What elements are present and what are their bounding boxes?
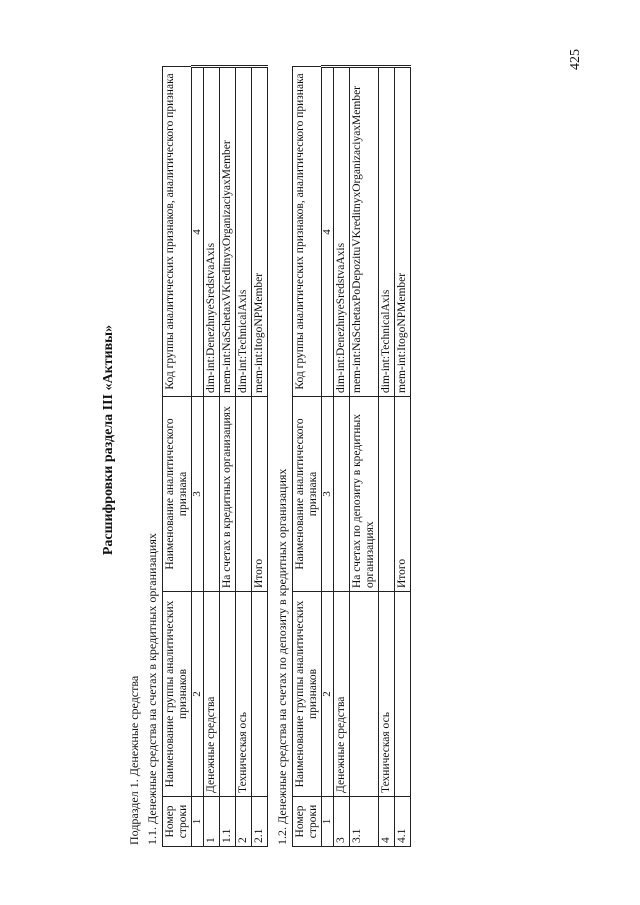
code-cell: dim-int:DenezhnyeSredstvaAxis <box>334 67 350 397</box>
page-number: 425 <box>568 49 583 70</box>
table1-caption: 1.1. Денежные средства на счетах в кредитных организациях <box>145 533 159 845</box>
table1-header-cell: Наименование группы аналитических признаков <box>163 592 192 797</box>
feature-name-cell <box>379 397 395 592</box>
row-number: 1 <box>204 797 220 847</box>
column-number: 2 <box>322 592 334 797</box>
table-row <box>204 67 220 847</box>
subsection-heading: Подраздел 1. Денежные средства <box>127 675 141 845</box>
feature-name-cell: На счетах в кредитных организациях <box>220 397 236 592</box>
table2-column-number-row <box>322 67 334 847</box>
landscape-content <box>100 25 445 855</box>
table2-header-cell: Код группы аналитических признаков, аналитического признака <box>293 67 322 397</box>
table1-header-cell: Наименование аналитического признака <box>163 397 192 592</box>
column-number: 4 <box>322 67 334 397</box>
row-number: 2 <box>236 797 252 847</box>
feature-name-cell <box>236 397 252 592</box>
feature-name-cell: Итого <box>252 397 268 592</box>
code-cell: dim-int:TechnicalAxis <box>236 67 252 397</box>
document-title: Расшифровки раздела III «Активы» <box>101 324 116 556</box>
group-name-cell <box>220 592 236 797</box>
code-cell: dim-int:TechnicalAxis <box>379 67 395 397</box>
table1-column-number-row <box>192 67 204 847</box>
table-row <box>334 67 350 847</box>
group-name-cell: Денежные средства <box>204 592 220 797</box>
group-name-cell <box>252 592 268 797</box>
column-number: 1 <box>322 797 334 847</box>
column-number: 3 <box>322 397 334 592</box>
table1 <box>162 65 268 847</box>
row-number: 3 <box>334 797 350 847</box>
feature-name-cell: Итого <box>395 397 411 592</box>
table2-caption: 1.2. Денежные средства на счетах по депозиту в кредитных организациях <box>275 468 289 845</box>
table2-header-cell: Наименование группы аналитических признаков <box>293 592 322 797</box>
column-number: 2 <box>192 592 204 797</box>
code-cell: mem-int:ItogoNPMember <box>252 67 268 397</box>
row-number: 2.1 <box>252 797 268 847</box>
group-name-cell: Техническая ось <box>236 592 252 797</box>
table2-header-cell: Номер строки <box>293 797 322 847</box>
table2-header-row <box>293 67 322 847</box>
code-cell: dim-int:DenezhnyeSredstvaAxis <box>204 67 220 397</box>
group-name-cell: Денежные средства <box>334 592 350 797</box>
row-number: 4 <box>379 797 395 847</box>
group-name-cell: Техническая ось <box>379 592 395 797</box>
feature-name-cell: На счетах по депозиту в кредитных организациях <box>350 397 379 592</box>
table2 <box>292 65 411 847</box>
table1-header-cell: Номер строки <box>163 797 192 847</box>
table-row <box>350 67 379 847</box>
table-row <box>252 67 268 847</box>
table1-header-row <box>163 67 192 847</box>
feature-name-cell <box>204 397 220 592</box>
table-row <box>379 67 395 847</box>
code-cell: mem-int:NaSchetaxPoDepozituVKreditnyxOrganizaciyaxMember <box>350 67 379 397</box>
table-row <box>395 67 411 847</box>
table1-header-cell: Код группы аналитических признаков, аналитического признака <box>163 67 192 397</box>
table-row <box>236 67 252 847</box>
table-row <box>220 67 236 847</box>
table2-header-cell: Наименование аналитического признака <box>293 397 322 592</box>
code-cell: mem-int:ItogoNPMember <box>395 67 411 397</box>
row-number: 1.1 <box>220 797 236 847</box>
row-number: 3.1 <box>350 797 379 847</box>
column-number: 3 <box>192 397 204 592</box>
code-cell: mem-int:NaSchetaxVKreditnyxOrganizaciyaxMember <box>220 67 236 397</box>
column-number: 1 <box>192 797 204 847</box>
column-number: 4 <box>192 67 204 397</box>
feature-name-cell <box>334 397 350 592</box>
group-name-cell <box>350 592 379 797</box>
row-number: 4.1 <box>395 797 411 847</box>
group-name-cell <box>395 592 411 797</box>
